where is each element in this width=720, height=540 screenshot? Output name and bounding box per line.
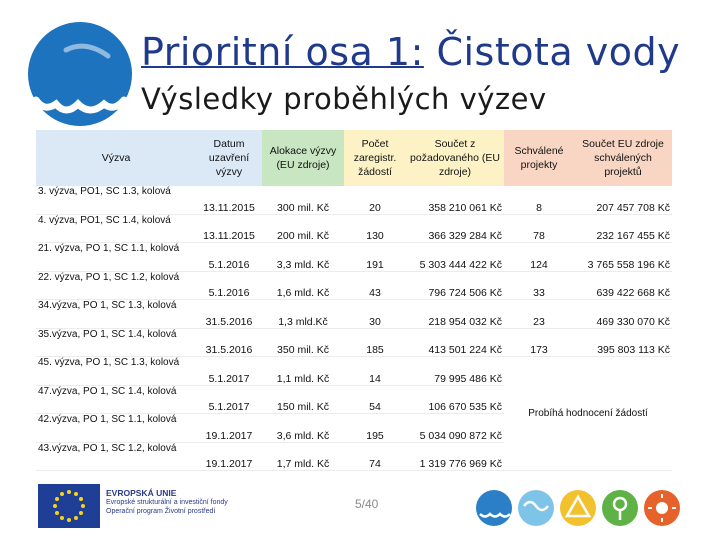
cell-date: 5.1.2017: [196, 357, 262, 386]
cell-call: 3. výzva, PO1, SC 1.3, kolová: [36, 186, 196, 214]
cell-requested: 5 303 444 422 Kč: [406, 243, 504, 272]
cell-approved-sum: 232 167 455 Kč: [574, 214, 672, 243]
cell-date: 13.11.2015: [196, 214, 262, 243]
cell-allocation: 150 mil. Kč: [262, 385, 344, 414]
cell-count: 30: [344, 300, 406, 329]
cell-date: 31.5.2016: [196, 328, 262, 357]
cell-call: 35.výzva, PO 1, SC 1.4, kolová: [36, 328, 196, 357]
waste-icon: [560, 490, 596, 526]
cell-requested: 358 210 061 Kč: [406, 186, 504, 214]
calls-results-table: [36, 130, 672, 471]
air-icon: [518, 490, 554, 526]
title-priority-axis: Prioritní osa 1:: [141, 30, 424, 74]
eu-funding-text: [106, 489, 228, 516]
table-header-row: [36, 130, 672, 186]
cell-count: 74: [344, 442, 406, 471]
cell-allocation: 350 mil. Kč: [262, 328, 344, 357]
cell-call: 42.výzva, PO 1, SC 1.1, kolová: [36, 414, 196, 443]
cell-requested: 1 319 776 969 Kč: [406, 442, 504, 471]
cell-count: 14: [344, 357, 406, 386]
cell-count: 195: [344, 414, 406, 443]
cell-call: 22. výzva, PO 1, SC 1.2, kolová: [36, 271, 196, 300]
cell-count: 130: [344, 214, 406, 243]
table-row: [36, 214, 672, 243]
cell-allocation: 1,3 mld.Kč: [262, 300, 344, 329]
nature-icon: [602, 490, 638, 526]
cell-approved-sum: 207 457 708 Kč: [574, 186, 672, 214]
table-row: [36, 357, 672, 386]
cell-allocation: 300 mil. Kč: [262, 186, 344, 214]
cell-allocation: 1,1 mld. Kč: [262, 357, 344, 386]
cell-count: 191: [344, 243, 406, 272]
cell-count: 185: [344, 328, 406, 357]
cell-approved: 124: [504, 243, 574, 272]
cell-date: 5.1.2017: [196, 385, 262, 414]
cell-date: 31.5.2016: [196, 300, 262, 329]
page-number: 5/40: [355, 497, 379, 511]
cell-approved: 23: [504, 300, 574, 329]
cell-requested: 79 995 486 Kč: [406, 357, 504, 386]
column-header: Součet z požadovaného (EU zdroje): [406, 130, 504, 186]
cell-requested: 218 954 032 Kč: [406, 300, 504, 329]
water-icon: [476, 490, 512, 526]
eu-name: EVROPSKÁ UNIE: [106, 488, 177, 498]
cell-approved-sum: 469 330 070 Kč: [574, 300, 672, 329]
water-drops-logo-icon: [26, 20, 134, 128]
energy-icon: [644, 490, 680, 526]
cell-approved-sum: 395 803 113 Kč: [574, 328, 672, 357]
column-header: Součet EU zdroje schválených projektů: [574, 130, 672, 186]
page-subtitle: Výsledky proběhlých výzev: [141, 82, 547, 116]
cell-count: 20: [344, 186, 406, 214]
cell-approved: 33: [504, 271, 574, 300]
cell-allocation: 3,3 mld. Kč: [262, 243, 344, 272]
cell-call: 34.výzva, PO 1, SC 1.3, kolová: [36, 300, 196, 329]
column-header: Alokace výzvy (EU zdroje): [262, 130, 344, 186]
cell-approved-sum: 3 765 558 196 Kč: [574, 243, 672, 272]
cell-call: 21. výzva, PO 1, SC 1.1, kolová: [36, 243, 196, 272]
table-row: [36, 300, 672, 329]
column-header: Počet zaregistr. žádostí: [344, 130, 406, 186]
table-row: [36, 243, 672, 272]
cell-allocation: 3,6 mld. Kč: [262, 414, 344, 443]
cell-allocation: 1,7 mld. Kč: [262, 442, 344, 471]
cell-approved: 173: [504, 328, 574, 357]
cell-requested: 5 034 090 872 Kč: [406, 414, 504, 443]
page-title: [141, 30, 680, 74]
column-header: Datum uzavření výzvy: [196, 130, 262, 186]
cell-allocation: 200 mil. Kč: [262, 214, 344, 243]
cell-requested: 366 329 284 Kč: [406, 214, 504, 243]
cell-date: 19.1.2017: [196, 442, 262, 471]
cell-call: 45. výzva, PO 1, SC 1.3, kolová: [36, 357, 196, 386]
cell-approved: 78: [504, 214, 574, 243]
program-icons: [474, 488, 714, 533]
eu-flag-icon: [38, 484, 100, 528]
cell-approved: 8: [504, 186, 574, 214]
cell-requested: 106 670 535 Kč: [406, 385, 504, 414]
cell-date: 5.1.2016: [196, 243, 262, 272]
column-header: Schválené projekty: [504, 130, 574, 186]
cell-requested: 796 724 506 Kč: [406, 271, 504, 300]
cell-approved-sum: 639 422 668 Kč: [574, 271, 672, 300]
cell-date: 5.1.2016: [196, 271, 262, 300]
title-topic: Čistota vody: [423, 30, 681, 74]
cell-allocation: 1,6 mld. Kč: [262, 271, 344, 300]
cell-requested: 413 501 224 Kč: [406, 328, 504, 357]
cell-call: 4. výzva, PO1, SC 1.4, kolová: [36, 214, 196, 243]
table-row: [36, 328, 672, 357]
table-row: [36, 271, 672, 300]
table-row: [36, 186, 672, 214]
pending-evaluation-note: Probíhá hodnocení žádostí: [504, 357, 672, 471]
column-header: Výzva: [36, 130, 196, 186]
cell-date: 19.1.2017: [196, 414, 262, 443]
cell-call: 43.výzva, PO 1, SC 1.2, kolová: [36, 442, 196, 471]
cell-count: 54: [344, 385, 406, 414]
cell-count: 43: [344, 271, 406, 300]
cell-date: 13.11.2015: [196, 186, 262, 214]
eu-funds-name: Evropské strukturální a investiční fondy: [106, 499, 228, 506]
cell-call: 47.výzva, PO 1, SC 1.4, kolová: [36, 385, 196, 414]
operational-program-name: Operační program Životní prostředí: [106, 508, 216, 515]
